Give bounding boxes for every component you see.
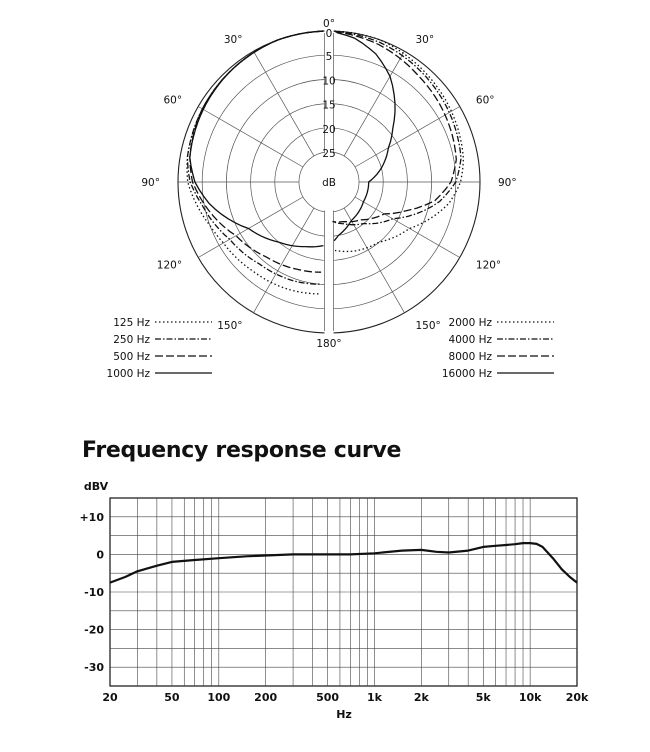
polar-curve-right — [334, 31, 395, 241]
radial-label: 10 — [322, 75, 336, 88]
angle-label-left: 30° — [223, 34, 243, 47]
x-tick-label: 50 — [164, 691, 180, 704]
y-tick-label: +10 — [79, 510, 104, 524]
frequency-chart-title: Frequency response curve — [82, 438, 402, 463]
polar-curve-left — [187, 31, 324, 294]
x-tick-label: 20k — [565, 691, 589, 704]
angle-label-right: 90° — [498, 177, 517, 189]
angle-label-left: 150° — [217, 319, 243, 332]
y-tick-label: -10 — [84, 586, 104, 599]
legend-label-right: 16000 Hz — [441, 368, 492, 380]
angle-label-left: 120° — [156, 259, 183, 272]
angle-label-left: 60° — [163, 94, 183, 107]
x-tick-label: 1k — [366, 691, 382, 704]
legend-label-left: 250 Hz — [113, 334, 150, 346]
x-tick-label: 5k — [475, 691, 491, 704]
x-axis-label: Hz — [336, 708, 352, 721]
angle-label-right: 120° — [475, 259, 502, 272]
legend-label-left: 1000 Hz — [106, 368, 150, 380]
legend-label-right: 8000 Hz — [448, 351, 492, 363]
radial-label: 5 — [325, 51, 333, 64]
y-tick-label: -20 — [84, 623, 104, 637]
legend-label-left: 500 Hz — [113, 351, 150, 363]
angle-label-right: 60° — [475, 94, 495, 107]
y-tick-label: 0 — [96, 548, 104, 562]
x-tick-label: 20 — [102, 691, 118, 704]
x-tick-label: 200 — [254, 691, 278, 704]
radial-label: 25 — [322, 148, 336, 160]
y-axis-label: dBV — [83, 480, 109, 493]
frequency-response-chart — [0, 478, 650, 752]
legend-label-right: 4000 Hz — [448, 334, 492, 346]
angle-label-left: 90° — [141, 177, 160, 189]
y-tick-label: -30 — [84, 661, 104, 675]
radial-label: dB — [322, 177, 336, 189]
legend-label-left: 125 Hz — [113, 317, 150, 329]
angle-label-bottom: 180° — [316, 338, 342, 350]
x-tick-label: 2k — [413, 691, 429, 704]
x-tick-label: 10k — [518, 691, 542, 704]
angle-label-top: 0° — [323, 18, 335, 30]
angle-label-right: 30° — [415, 34, 435, 47]
radial-label: 0 — [325, 28, 333, 40]
x-tick-label: 100 — [207, 691, 231, 704]
x-tick-label: 500 — [316, 691, 340, 704]
frequency-response-line — [110, 543, 577, 583]
angle-label-right: 150° — [415, 319, 441, 332]
radial-label: 20 — [322, 123, 336, 136]
legend-label-right: 2000 Hz — [448, 317, 492, 329]
radial-label: 15 — [322, 99, 336, 112]
